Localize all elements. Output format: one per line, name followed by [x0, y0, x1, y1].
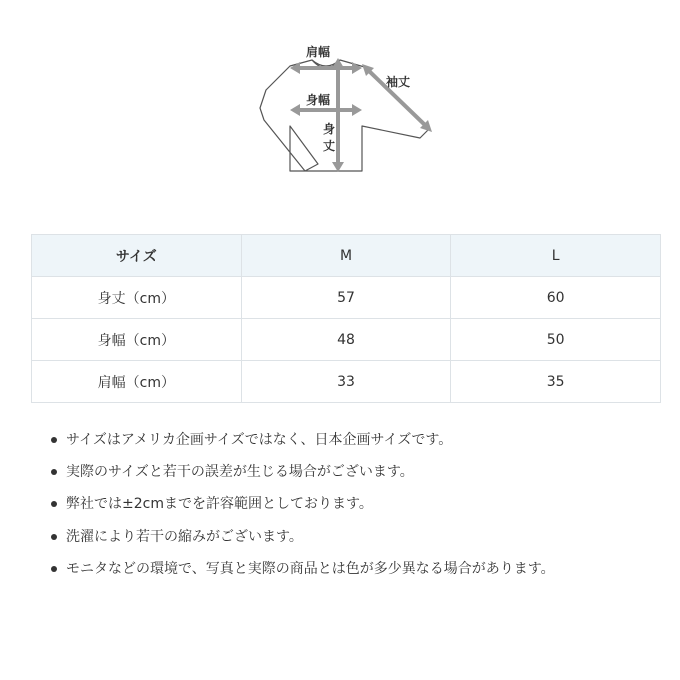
header-size: サイズ [32, 235, 242, 277]
list-item [48, 527, 555, 559]
table-header-row [32, 235, 661, 277]
notes-list [48, 430, 555, 591]
list-item [48, 494, 555, 526]
table-row [32, 277, 661, 319]
header-m: M [241, 235, 451, 277]
cell-l: 50 [451, 319, 661, 361]
list-item [48, 559, 555, 591]
row-label: 肩幅（cm） [32, 361, 242, 403]
sleeve-length-label: 袖丈 [386, 75, 411, 89]
list-item [48, 462, 555, 494]
bullet-icon [51, 534, 57, 540]
body-width-label: 身幅 [306, 93, 331, 107]
note-text: 洗濯により若干の縮みがございます。 [66, 528, 303, 545]
table-row [32, 319, 661, 361]
row-label: 身丈（cm） [32, 277, 242, 319]
shoulder-width-label: 肩幅 [306, 45, 331, 59]
row-label: 身幅（cm） [32, 319, 242, 361]
bullet-icon [51, 469, 57, 475]
tshirt-measurement-diagram [250, 38, 450, 183]
cell-l: 60 [451, 277, 661, 319]
bullet-icon [51, 437, 57, 443]
note-text: モニタなどの環境で、写真と実際の商品とは色が多少異なる場合があります。 [66, 560, 555, 577]
cell-m: 48 [241, 319, 451, 361]
bullet-icon [51, 566, 57, 572]
header-l: L [451, 235, 661, 277]
cell-l: 35 [451, 361, 661, 403]
note-text: 実際のサイズと若干の誤差が生じる場合がございます。 [66, 464, 414, 481]
note-text: 弊社では±2cmまでを許容範囲としております。 [66, 496, 373, 513]
size-diagram [250, 38, 450, 183]
size-table [31, 234, 661, 403]
cell-m: 33 [241, 361, 451, 403]
cell-m: 57 [241, 277, 451, 319]
list-item [48, 430, 555, 462]
body-length-label-char-1: 身 [323, 122, 336, 136]
note-text: サイズはアメリカ企画サイズではなく、日本企画サイズです。 [66, 432, 453, 448]
table-row [32, 361, 661, 403]
bullet-icon [51, 501, 57, 507]
body-length-label-char-2: 丈 [323, 139, 336, 153]
